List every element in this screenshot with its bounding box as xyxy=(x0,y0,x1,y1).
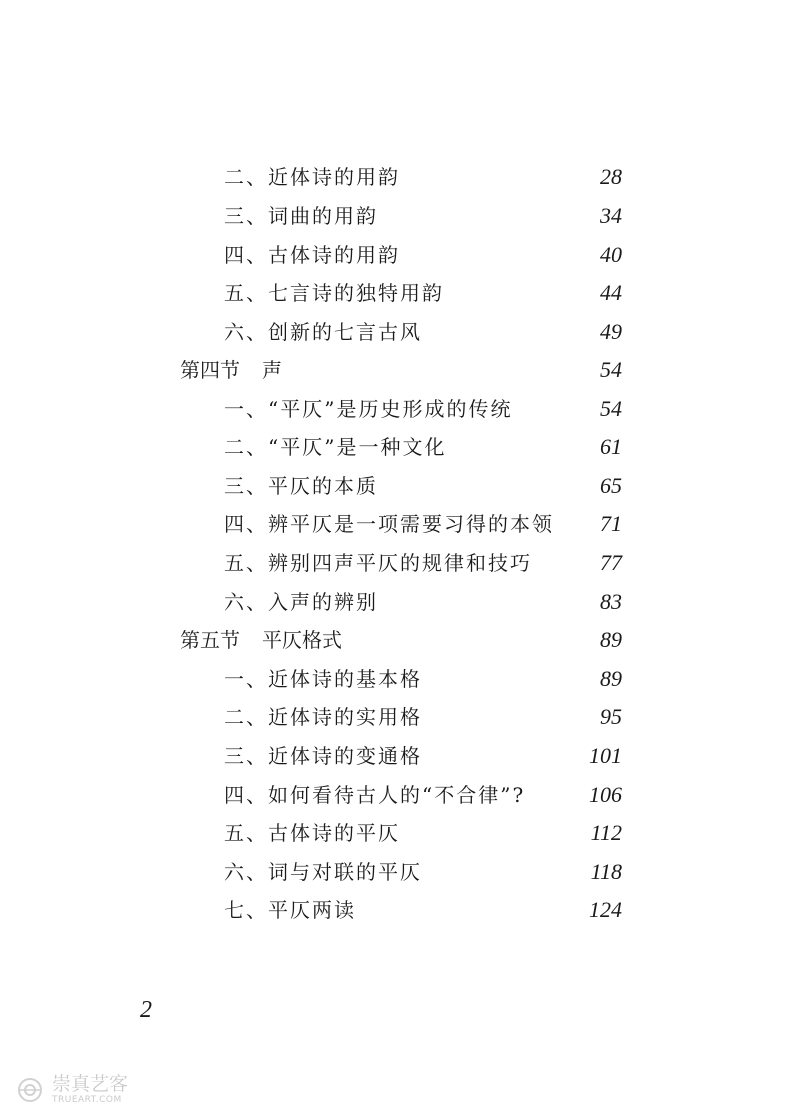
toc-entry xyxy=(0,816,800,850)
toc-entry xyxy=(0,469,800,503)
watermark-subtitle: TRUEART.COM xyxy=(52,1095,122,1105)
toc-entry xyxy=(0,855,800,889)
toc-entry xyxy=(0,739,800,773)
toc-entry xyxy=(0,546,800,580)
toc-entry xyxy=(0,315,800,349)
toc-section-label: 第四节 xyxy=(180,358,240,382)
toc-entry-page: 71 xyxy=(600,511,622,536)
toc-entry-page: 77 xyxy=(600,550,622,575)
watermark xyxy=(14,1072,128,1108)
toc-entry-page: 61 xyxy=(600,434,622,459)
toc-entry-title: 四、古体诗的用韵 xyxy=(224,243,400,267)
toc-entry-page: 101 xyxy=(589,743,622,768)
toc-entry-page: 89 xyxy=(600,666,622,691)
watermark-text xyxy=(52,1075,128,1105)
toc-entry-page: 40 xyxy=(600,242,622,267)
toc-entry-title: 二、近体诗的用韵 xyxy=(224,165,400,189)
toc-entry-title: 六、入声的辨别 xyxy=(224,590,378,614)
toc-entry-page: 124 xyxy=(589,897,622,922)
toc-entry-page: 54 xyxy=(600,396,622,421)
toc-entry-title: 三、平仄的本质 xyxy=(224,474,378,498)
toc-entry-page: 49 xyxy=(600,319,622,344)
toc-entry xyxy=(0,199,800,233)
toc-entry-title: 六、词与对联的平仄 xyxy=(224,860,422,884)
toc-section-heading xyxy=(180,623,342,657)
toc-entry-page: 95 xyxy=(600,704,622,729)
toc-entry-page: 106 xyxy=(589,782,622,807)
toc-entry-title: 四、辨平仄是一项需要习得的本领 xyxy=(224,512,554,536)
toc-entry xyxy=(0,662,800,696)
toc-section xyxy=(0,623,800,657)
toc-section-label: 第五节 xyxy=(180,628,240,652)
toc-entry xyxy=(0,778,800,812)
toc-section-heading xyxy=(180,353,282,387)
toc-section xyxy=(0,353,800,387)
toc-section-title: 平仄格式 xyxy=(262,628,342,652)
toc-entry-title: 三、词曲的用韵 xyxy=(224,204,378,228)
toc-entry-title: 五、辨别四声平仄的规律和技巧 xyxy=(224,551,532,575)
toc-entry-title: 七、平仄两读 xyxy=(224,898,356,922)
toc-section-title: 声 xyxy=(262,358,282,382)
toc-entry xyxy=(0,700,800,734)
toc-entry xyxy=(0,276,800,310)
toc-entry-title: 六、创新的七言古风 xyxy=(224,320,422,344)
toc-entry xyxy=(0,893,800,927)
toc-entry-page: 89 xyxy=(600,627,622,652)
watermark-title: 崇真艺客 xyxy=(52,1073,129,1095)
toc-entry-page: 83 xyxy=(600,589,622,614)
toc-entry-title: 一、近体诗的基本格 xyxy=(224,667,422,691)
toc-entry-title: 二、近体诗的实用格 xyxy=(224,705,422,729)
toc-entry xyxy=(0,507,800,541)
watermark-logo-icon xyxy=(14,1076,46,1104)
toc-entry-title: 三、近体诗的变通格 xyxy=(224,744,422,768)
toc-entry xyxy=(0,430,800,464)
toc-entry xyxy=(0,392,800,426)
toc-entry xyxy=(0,160,800,194)
toc-entry-page: 28 xyxy=(600,164,622,189)
toc-entry-page: 112 xyxy=(590,820,622,845)
toc-entry-title: 五、古体诗的平仄 xyxy=(224,821,400,845)
toc-entry-page: 118 xyxy=(590,859,622,884)
toc-entry xyxy=(0,585,800,619)
toc-entry-title: 一、“平仄”是历史形成的传统 xyxy=(224,397,513,421)
toc-entry xyxy=(0,238,800,272)
toc-entry-page: 34 xyxy=(600,203,622,228)
toc-entry-page: 54 xyxy=(600,357,622,382)
page-number: 2 xyxy=(140,997,152,1023)
toc-entry-title: 二、“平仄”是一种文化 xyxy=(224,435,447,459)
toc-entry-page: 65 xyxy=(600,473,622,498)
toc-entry-title: 四、如何看待古人的“不合律”? xyxy=(224,783,526,807)
toc-entry-title: 五、七言诗的独特用韵 xyxy=(224,281,444,305)
toc-entry-page: 44 xyxy=(600,280,622,305)
